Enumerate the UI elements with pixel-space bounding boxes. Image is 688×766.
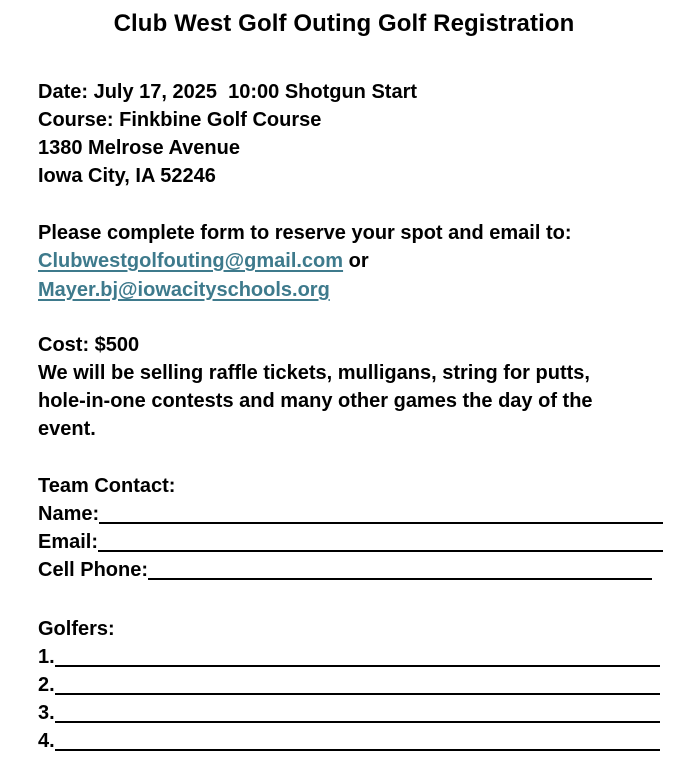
golfer-row [38,671,660,699]
instructions-text: Please complete form to reserve your spot and email to: [38,222,572,244]
golfer-4-blank-line[interactable] [55,729,660,751]
event-info [38,78,678,190]
cost-description-line3: event. [38,418,96,440]
instructions [38,219,678,304]
golfer-2-blank-line[interactable] [55,673,660,695]
email-label: Email: [38,531,99,553]
cost-label: Cost: $500 [38,334,140,356]
golfers-heading: Golfers: [38,618,115,640]
name-label: Name: [38,503,100,525]
name-field-row [38,500,663,528]
email-line [38,247,678,275]
golfer-number-label: 4. [38,730,55,752]
or-text: or [343,250,369,272]
cost-description-line1: We will be selling raffle tickets, mulligans, string for putts, [38,362,590,384]
golfer-number-label: 3. [38,702,55,724]
email-link-mayer[interactable]: Mayer.bj@iowacityschools.org [38,279,330,301]
golfers-section [38,615,660,755]
email-link-clubwest[interactable]: Clubwestgolfouting@gmail.com [38,250,344,272]
golfer-row [38,643,660,671]
team-contact-heading: Team Contact: [38,475,176,497]
phone-blank-line[interactable] [148,558,652,580]
golfer-1-blank-line[interactable] [55,645,660,667]
golfer-number-label: 1. [38,646,55,668]
golfer-row [38,727,660,755]
event-course: Course: Finkbine Golf Course [38,109,322,131]
event-address-city: Iowa City, IA 52246 [38,165,216,187]
cost-description-line2: hole-in-one contests and many other games the day of the [38,390,593,412]
email-line-2 [38,276,678,304]
email-field-row [38,528,663,556]
phone-field-row [38,556,652,584]
email-blank-line[interactable] [98,530,663,552]
golfer-number-label: 2. [38,674,55,696]
event-date: Date: July 17, 2025 10:00 Shotgun Start [38,81,418,103]
golfer-3-blank-line[interactable] [55,701,660,723]
name-blank-line[interactable] [99,502,663,524]
page-title: Club West Golf Outing Golf Registration [113,10,575,37]
event-address-street: 1380 Melrose Avenue [38,137,240,159]
cost-section [38,331,678,443]
golfer-row [38,699,660,727]
team-contact-section [38,472,663,584]
phone-label: Cell Phone: [38,559,149,581]
